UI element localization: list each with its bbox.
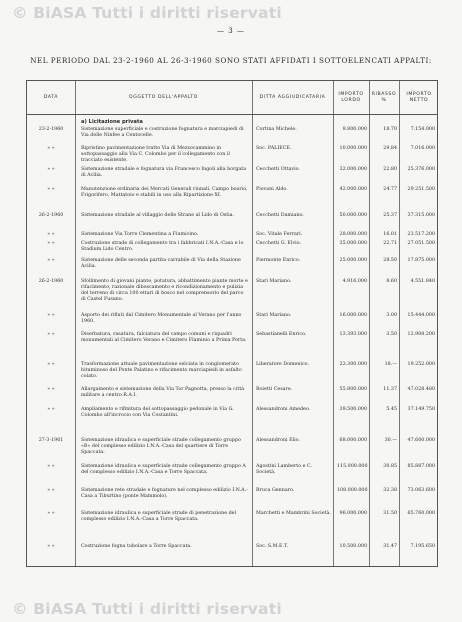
cell-object: Allargamento e sistemazione della Via Tor Pagnotta, presso la città militare a centro R.A.I.: [81, 387, 245, 399]
cell-object: Sistemazione idraulica e superficiale strade di penetrazione del complesso edilizio I.N.A.-Casa a Torre Spaccata.: [81, 511, 237, 523]
cell-object: Sfollimento di giovani piante, potatura, abbattimento piante morte e rifacimento, razionale diboscamento e ricondizionamento e pulizia del terreno di circa 100 ettari di bosco nel comprensorio del parco di Castel Fusano.: [81, 279, 248, 303]
cell-object: Ripristino pavimentazione tratto Via di Mezzocammino in sottopassaggio alla Via C. Colombo per il collegamento con il tracciato esistente.: [81, 146, 230, 164]
header-object: OGGETTO DELL'APPALTO: [129, 94, 198, 100]
cell-date: » »: [47, 232, 55, 237]
cell-object: Costruzione strade di collegamento tra i fabbricati I.N.A.-Casa e lo Stadium Lido Centro.: [81, 241, 244, 253]
cell-amount: 25.000.000: [339, 258, 367, 263]
contracts-table: [26, 80, 438, 567]
cell-amount: 10.000.000: [339, 146, 367, 151]
cell-discount: 3.50: [386, 332, 397, 337]
cell-amount: 28.000.000: [339, 232, 367, 237]
cell-discount: 22.71: [383, 241, 397, 246]
cell-discount: 31.50: [383, 511, 397, 516]
cell-amount: 96.000.000: [339, 511, 367, 516]
cell-net: 37.149.750: [407, 407, 435, 412]
cell-net: 65.760.000: [407, 511, 435, 516]
cell-object: Sistemazione delle seconda partita carrabile di Via della Stazione Acilia.: [81, 258, 241, 270]
cell-discount: 32.38: [383, 488, 397, 493]
cell-date: » »: [47, 544, 55, 549]
cell-discount: 11.37: [383, 387, 397, 392]
cell-object: Sistemazione rete stradale e fognature nel complesso edilizio I.N.A.-Casa a Tiburtino (ponte Mammolo).: [81, 488, 248, 500]
cell-date: 23-2-1960: [38, 127, 64, 132]
cell-discount: 30.85: [383, 464, 397, 469]
cell-date: 26-2-1960: [38, 213, 64, 218]
cell-date: » »: [47, 258, 55, 263]
cell-firm: Piermonte Enrico.: [256, 258, 301, 263]
cell-discount: 24.77: [383, 187, 397, 192]
header-amount: IMPORTO LORDO: [338, 91, 364, 103]
cell-amount: 23.300.000: [339, 362, 367, 367]
header-net: IMPORTO NETTO: [406, 91, 432, 103]
cell-firm: Cecchetti Damiano.: [256, 213, 304, 218]
cell-date: 27-3-1961: [38, 438, 64, 443]
cell-amount: 55.800.000: [339, 387, 367, 392]
table-header: [27, 81, 437, 115]
cell-discount: 31.47: [383, 544, 397, 549]
cell-discount: 28.50: [383, 258, 397, 263]
cell-discount: 25.37: [383, 213, 397, 218]
cell-net: 29.251.500: [407, 187, 435, 192]
cell-amount: 4.916.000: [342, 279, 367, 284]
column-divider: [252, 81, 253, 566]
cell-date: » »: [47, 146, 55, 151]
cell-net: 47.600.000: [407, 438, 435, 443]
cell-firm: Bruca Gennaro.: [256, 488, 295, 493]
cell-net: 19.252.000: [407, 362, 435, 367]
cell-object: Trasformazione attuale pavimentazione selciata in conglomerato bituminoso del Ponte Palatino e rifacimento marciapiedi in asfalto colato.: [81, 362, 242, 380]
cell-firm: Piovani Aldo.: [256, 187, 288, 192]
cell-net: 17.875.000: [407, 258, 435, 263]
cell-firm: Alessandroni Amedeo.: [256, 407, 311, 412]
cell-firm: Soc. S.M.E.T.: [256, 544, 289, 549]
cell-discount: 18.—: [384, 362, 397, 367]
cell-net: 25.376.000: [407, 167, 435, 172]
cell-object: Sistemazione idraulica e superficiale strade collegamento gruppo «B» del complesso edilizio I.N.A.-Casa del quartiere di Torre Spaccata.: [81, 438, 241, 456]
cell-object: Manutenzione ordinaria dei Mercati Generali riunali, Campo boario, Frigorifero, Mattatoio e stabili in uso alla Ripartizione XI.: [81, 187, 248, 199]
section-title: a) Licitazione privata: [81, 119, 143, 125]
cell-object: Ampliamento e rifinitura del sottopassaggio pedonale in Via G. Colombo all'incrocio con Via Costantini.: [81, 407, 234, 419]
cell-firm: Boietti Cesare.: [256, 387, 293, 392]
cell-firm: Sebastianelli Enrico.: [256, 332, 307, 337]
cell-net: 4.551.840: [410, 279, 435, 284]
cell-discount: 8.60: [386, 279, 397, 284]
cell-object: Sistemazione Via Torre Clementina a Fiumicino.: [81, 232, 199, 237]
cell-discount: 5.45: [386, 407, 397, 412]
cell-date: » »: [47, 511, 55, 516]
column-divider: [399, 81, 400, 566]
cell-net: 27.051.500: [407, 241, 435, 246]
cell-firm: Soc. Vitale Ferrari.: [256, 232, 303, 237]
cell-net: 7.154.000: [410, 127, 435, 132]
cell-net: 37.315.000: [407, 213, 435, 218]
column-divider: [75, 81, 76, 566]
cell-object: Sistemazione stradale al villaggio delle Strane al Lido di Ostia.: [81, 213, 235, 218]
cell-firm: Cecchetti Ottavio.: [256, 167, 300, 172]
cell-firm: Stari Mariano.: [256, 279, 292, 284]
cell-discount: 18.70: [383, 127, 397, 132]
cell-amount: 68.000.000: [339, 438, 367, 443]
cell-firm: Cecchetti G. Elvio.: [256, 241, 302, 246]
cell-date: » »: [47, 362, 55, 367]
cell-object: Sistemazione superficiale e costruzione fognatura e marciapiedi di Via delle Ninfee a Centocelle.: [81, 127, 244, 139]
cell-discount: 3.00: [386, 313, 397, 318]
cell-amount: 10.500.000: [339, 544, 367, 549]
watermark-top: © BiASA Tutti i diritti riservati: [12, 4, 282, 22]
cell-date: » »: [47, 167, 55, 172]
watermark-bottom: © BiASA Tutti i diritti riservati: [12, 600, 282, 618]
cell-object: Sistemazione stradale e fognatura via Francesco Ingoli alla borgata di Acilia.: [81, 167, 247, 179]
cell-date: » »: [47, 464, 55, 469]
page-number: — 3 —: [217, 27, 245, 35]
cell-firm: Cortina Michele.: [256, 127, 297, 132]
cell-firm: Stari Mariano.: [256, 313, 292, 318]
cell-amount: 35.000.000: [339, 241, 367, 246]
cell-amount: 42.000.000: [339, 187, 367, 192]
cell-firm: Liberatore Domenico.: [256, 362, 310, 367]
page-heading: NEL PERIODO DAL 23-2-1960 AL 26-3-1960 SONO STATI AFFIDATI I SOTTOELENCATI APPALTI:: [30, 56, 432, 65]
column-divider: [333, 81, 334, 566]
cell-date: » »: [47, 488, 55, 493]
cell-date: » »: [47, 407, 55, 412]
cell-amount: 32.000.000: [339, 167, 367, 172]
cell-net: 15.444.000: [407, 313, 435, 318]
cell-date: » »: [47, 387, 55, 392]
cell-firm: Alessandroni Elio.: [256, 438, 301, 443]
cell-amount: 50.000.000: [339, 213, 367, 218]
cell-date: » »: [47, 332, 55, 337]
cell-net: 7.195.650: [410, 544, 435, 549]
header-discount: RIBASSO %: [371, 91, 397, 103]
cell-date: » »: [47, 187, 55, 192]
cell-discount: 22.80: [383, 167, 397, 172]
column-divider: [369, 81, 370, 566]
cell-discount: 30.—: [384, 438, 397, 443]
cell-amount: 39.500.000: [339, 407, 367, 412]
cell-object: Costruzione fogna tubolare a Torre Spaccata.: [81, 544, 192, 549]
cell-firm: Soc. PALIECE.: [256, 146, 292, 151]
cell-firm: Marchetti e Mambrini Società.: [256, 511, 331, 516]
cell-discount: 16.01: [383, 232, 397, 237]
cell-net: 47.028.480: [407, 387, 435, 392]
cell-object: Asporto dei rifiuti dal Cimitero Monumentale al Verano per l'anno 1960.: [81, 313, 242, 325]
cell-object: Diserbatura, rasatura, falciatura del campo comuni e riquadri monumentali al Cimitero Verano e Cimitero Flaminio a Prima Porta.: [81, 332, 247, 344]
cell-amount: 8.800.000: [342, 127, 367, 132]
cell-discount: 29.84: [383, 146, 397, 151]
cell-amount: 13.393.000: [339, 332, 367, 337]
cell-net: 73.063.600: [407, 488, 435, 493]
cell-date: » »: [47, 241, 55, 246]
cell-date: » »: [47, 313, 55, 318]
cell-amount: 115.000.000: [337, 464, 368, 469]
cell-net: 12.908.200: [407, 332, 435, 337]
cell-net: 7.016.000: [410, 146, 435, 151]
cell-net: 23.517.200: [407, 232, 435, 237]
cell-amount: 16.000.000: [339, 313, 367, 318]
cell-amount: 108.000.000: [337, 488, 368, 493]
cell-object: Sistemazione idraulica e superficiale strade collegamento gruppo A del complesso edilizio I.N.A.-Casa e Torre Spaccata.: [81, 464, 246, 476]
header-date: DATA: [43, 94, 59, 100]
cell-date: 26-2-1960: [38, 279, 64, 284]
cell-firm: Agostini Lamberto e C. Società.: [256, 464, 313, 476]
header-firm: DITTA AGGIUDICATARIA: [259, 94, 326, 100]
cell-net: 85.887.000: [407, 464, 435, 469]
